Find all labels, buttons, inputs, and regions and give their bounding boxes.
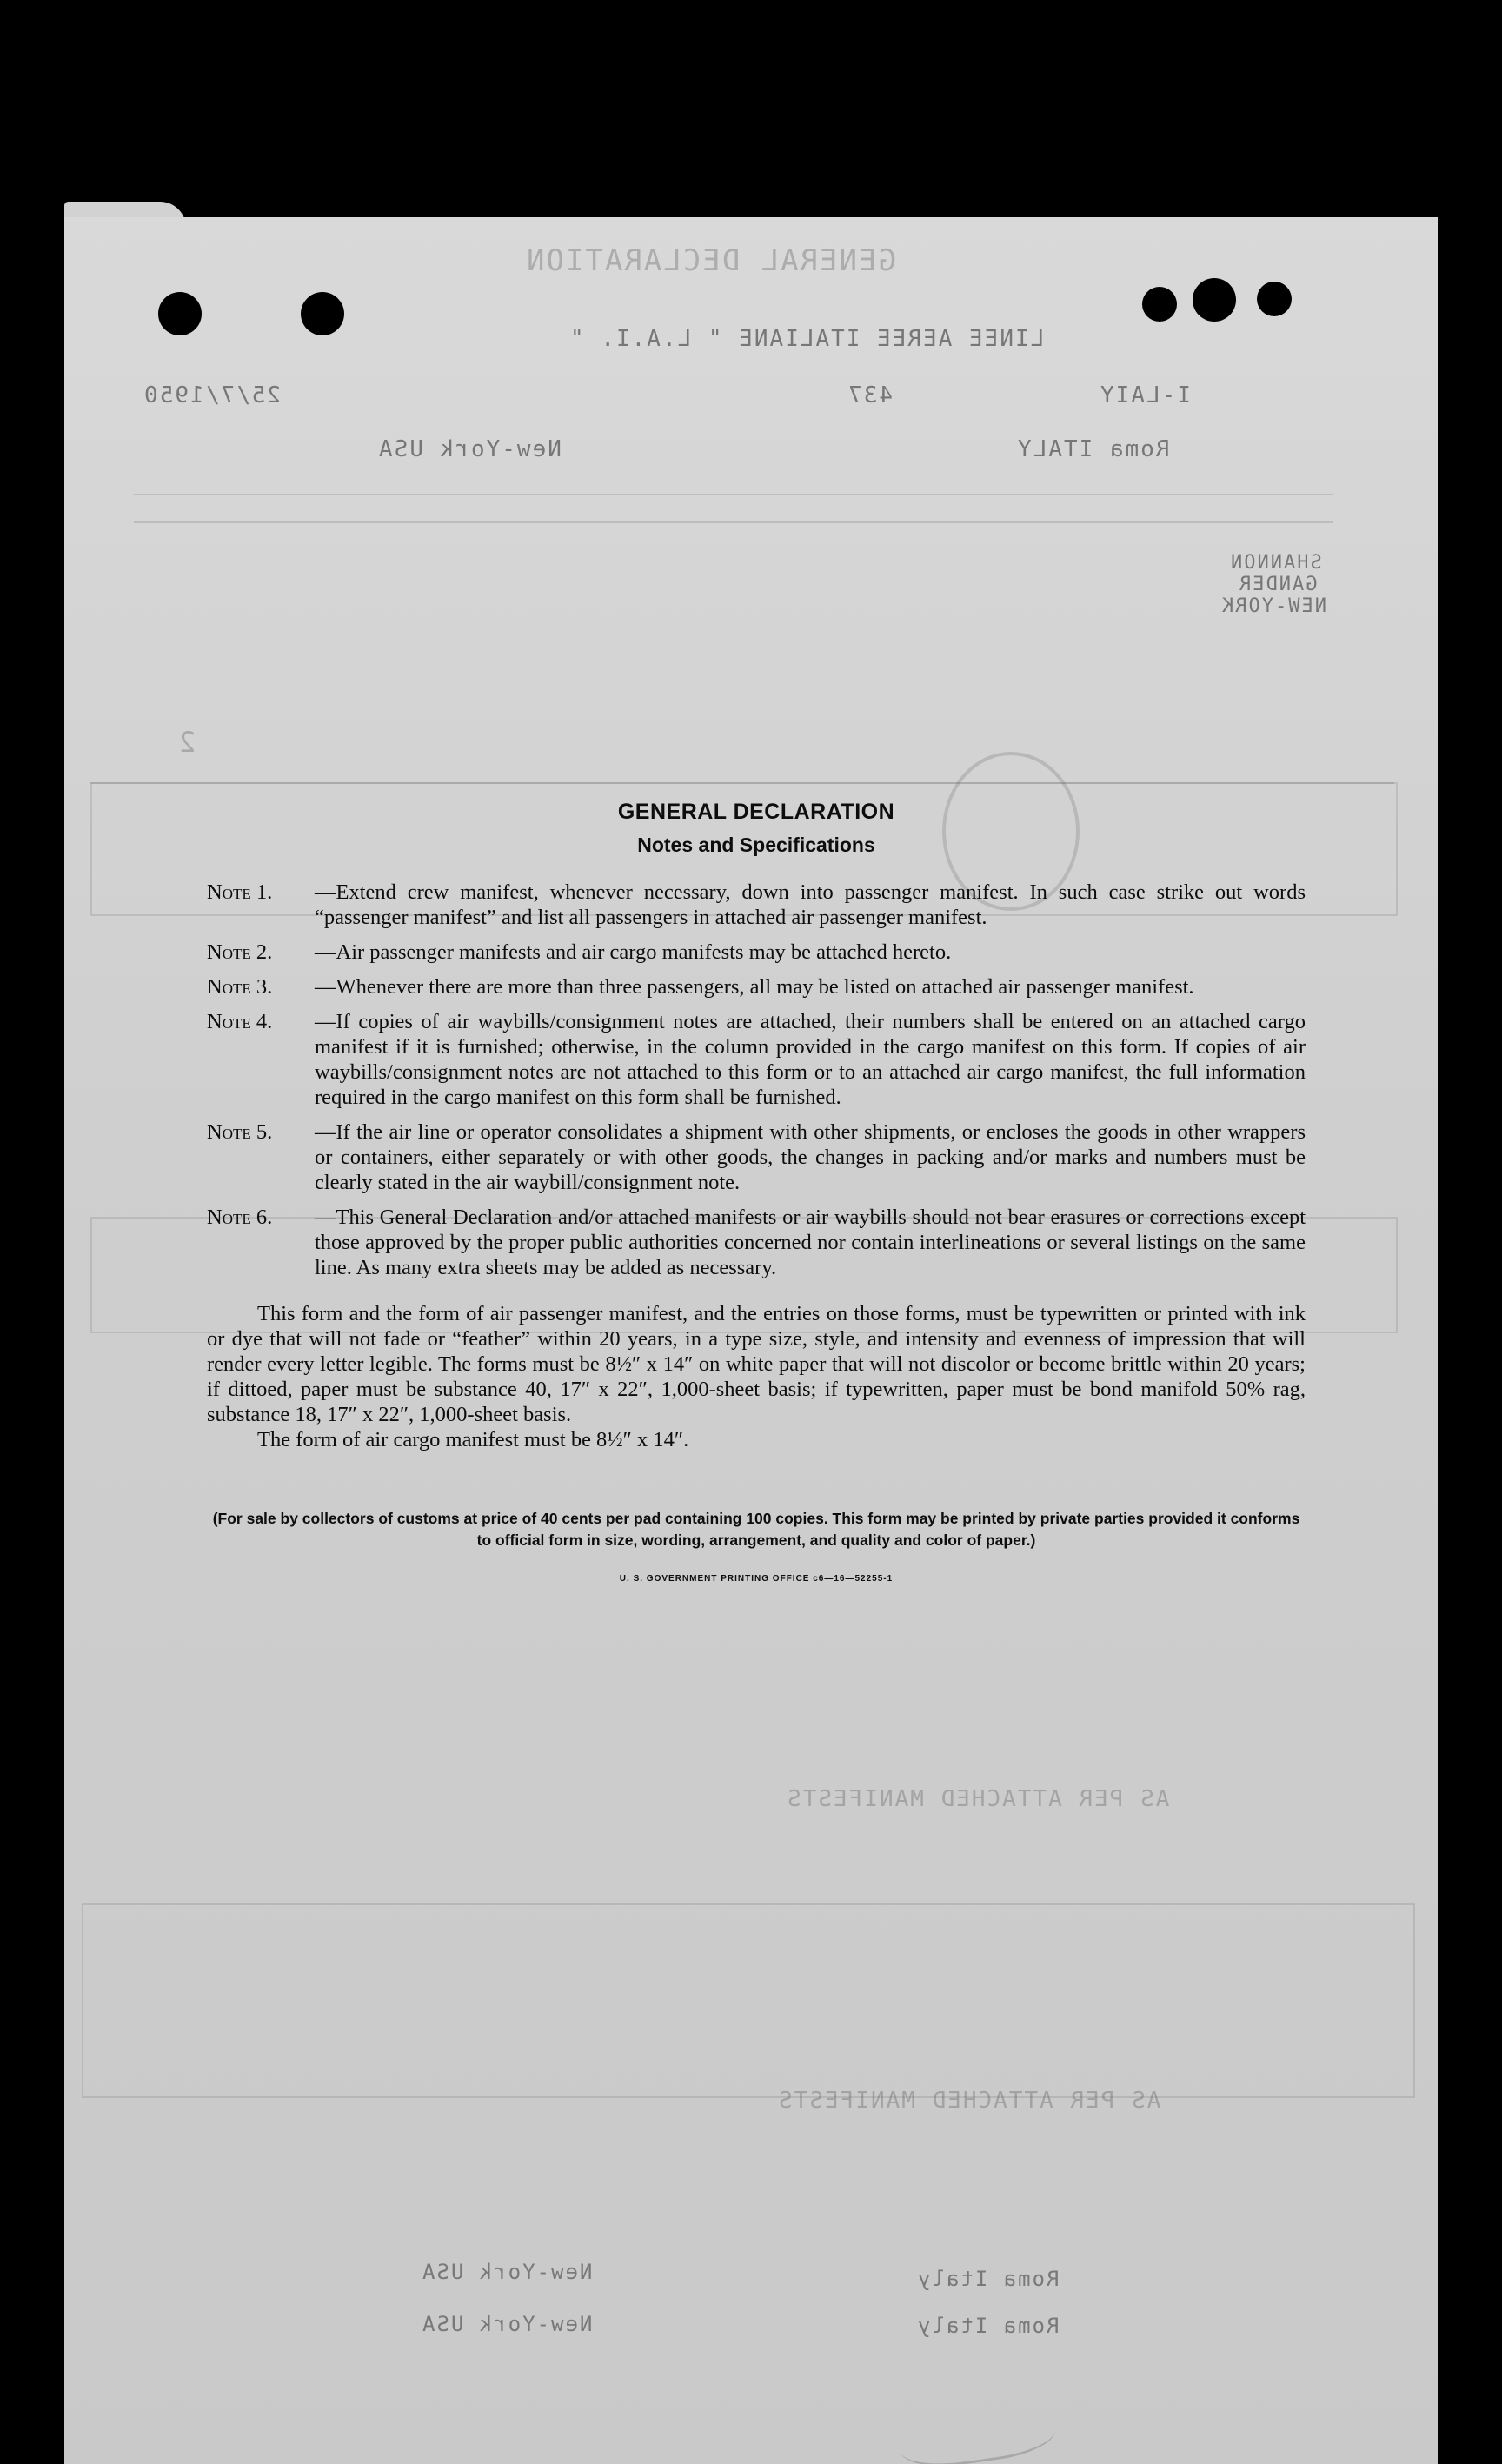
note-6 [207,1205,1306,1280]
form-specification-paragraph: This form and the form of air passenger manifest, and the entries on those forms, must be typewritten or printed with ink or dye that will not fade or “feather” within 20 years, in a type size, style, and intensity and evenness of impression that will render every letter legible. The forms must be 8½″ x 14″ on white paper that will not discolor or become brittle within 20 years; if dittoed, paper must be substance 40, 17″ x 22″, 1,000-sheet basis; if typewritten, paper must be bond manifold 50% rag, substance 18, 17″ x 22″, 1,000-sheet basis. [207,1302,1306,1426]
note-label: Note 4. [207,1010,273,1033]
bleed-cargo-table [82,1903,1415,2098]
note-text: —If copies of air waybills/consignment notes are attached, their numbers shall be entered on an attached cargo manifest if it is furnished; otherwise, in the column provided in the cargo manifest on this form. If copies of air waybills/consignment notes are not attached to this form or to an attached air cargo manifest, the full information required in the cargo manifest on this form shall be furnished. [315,1010,1306,1109]
note-label: Note 5. [207,1120,273,1144]
cargo-manifest-size-line: The form of air cargo manifest must be 8½″ x 14″. [257,1428,689,1451]
note-text: —Whenever there are more than three passengers, all may be listed on attached air passenger manifest. [315,975,1194,999]
note-text: —Extend crew manifest, whenever necessary, down into passenger manifest. In such case strike out words “passenger manifest” and list all passengers in attached air passenger manifest. [315,880,1306,929]
punch-hole-left [158,292,202,335]
bleed-flight: 437 [847,382,893,408]
bleed-as-per-2: AS PER ATTACHED MANIFESTS [777,2088,1161,2114]
bleed-rule-2 [134,521,1333,523]
note-1 [207,880,1306,930]
punch-hole-right-2 [1193,278,1236,322]
bleed-as-per-1: AS PER ATTACHED MANIFESTS [786,1786,1170,1812]
note-3 [207,974,1306,1000]
note-label: Note 6. [207,1205,273,1229]
note-label: Note 1. [207,880,273,904]
sale-note: (For sale by collectors of customs at price of 40 cents per pad containing 100 copies. This form may be printed by private parties provided it conforms to official form in size, wording, arrangement, and quality and color of paper.) [212,1510,1300,1549]
note-text: —Air passenger manifests and air cargo manifests may be attached hereto. [315,940,952,964]
note-4 [207,1009,1306,1110]
bleed-entry: New-York USA [377,436,562,462]
bleed-airport-2: GANDER [1238,574,1318,595]
bleed-departure: Roma ITALY [1016,436,1170,462]
note-text: —This General Declaration and/or attached manifests or air waybills should not bear erasures or corrections except those approved by the proper public authorities concerned nor contain interlineations or several listings on the same line. As many extra sheets may be added as necessary. [315,1205,1306,1279]
note-2 [207,940,1306,965]
note-label: Note 2. [207,940,273,964]
bleed-rule-1 [134,494,1333,495]
bleed-airport-1: SHANNON [1229,552,1322,574]
page-title: GENERAL DECLARATION [617,800,895,824]
notes-content [207,800,1306,1584]
bleed-embarked-2: Roma Italy [916,2314,1060,2338]
signature-mark [895,2397,1058,2464]
bleed-aircraft: I-LAIY [1099,382,1191,408]
bleed-airport-3: NEW-YORK [1220,595,1326,617]
document-page [64,217,1438,2464]
bleed-date: 25/7/1950 [143,382,281,408]
bleed-destined-1: New-York USA [421,2260,593,2284]
punch-hole-center [301,292,344,335]
punch-hole-right-1 [1142,287,1177,322]
bleed-destined-2: New-York USA [421,2312,593,2336]
bleed-header: GENERAL DECLARATION [525,243,896,278]
punch-hole-right-3 [1257,282,1292,316]
bleed-number: 2 [177,726,196,759]
page-subtitle: Notes and Specifications [637,834,875,856]
note-text: —If the air line or operator consolidates a shipment with other shipments, or encloses the goods in other wrappers or containers, either separately or with other goods, the changes in packing and/or marks and numbers must be clearly stated in the air waybill/consignment note. [315,1120,1306,1194]
note-5 [207,1119,1306,1195]
bleed-operator: LINEE AEREE ITALIANE " L.A.I. " [568,326,1045,352]
note-label: Note 3. [207,975,273,999]
printer-imprint: U. S. GOVERNMENT PRINTING OFFICE c6—16—52255-1 [619,1574,894,1584]
bleed-embarked-1: Roma Italy [916,2267,1060,2291]
